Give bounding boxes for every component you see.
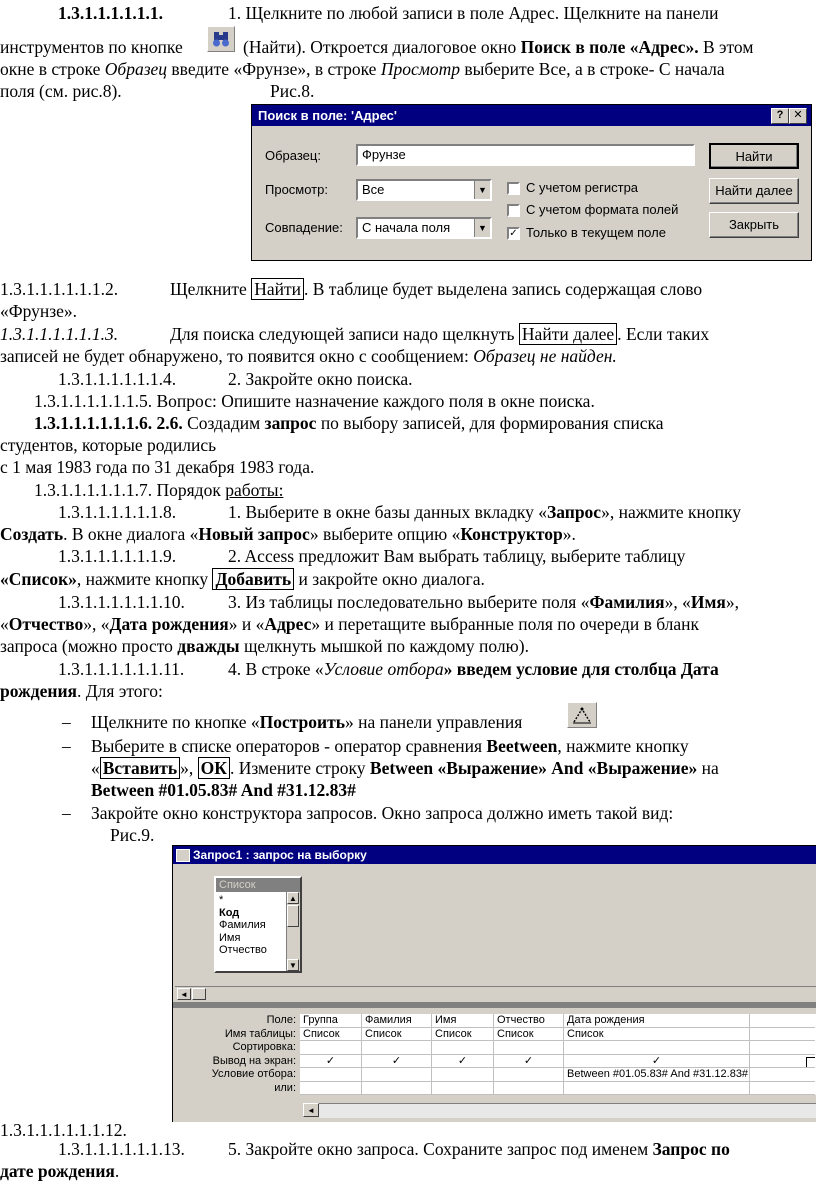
grid-row-label: Имя таблицы: [224,1027,296,1040]
case-checkbox[interactable] [507,182,520,195]
para-10-number: 1.3.1.1.1.1.1.1.10. [58,592,185,612]
query-grid [175,1010,816,1110]
field-list-item[interactable]: Имя [219,931,241,944]
table-pane [175,866,816,999]
para-11-text: 4. В строке «Условие отбора» введем условие для столбца Дата [228,659,719,679]
bullet-2-line3: Between #01.05.83# And #31.12.83# [91,780,356,800]
para-9-text: 2. Access предложит Вам выбрать таблицу, выберите таблицу [228,546,686,566]
grid-cell[interactable]: Between #01.05.83# And #31.12.83# [564,1068,750,1082]
grid-cell[interactable] [494,1082,564,1096]
sample-label: Образец: [265,148,321,163]
table-list-title: Список [216,878,300,892]
grid-cell[interactable] [750,1082,815,1096]
chevron-down-icon[interactable]: ▼ [474,219,490,237]
para-1-text: 1. Щелкните по любой записи в поле Адрес. Щелкните на панели [228,3,719,23]
grid-cell[interactable]: Дата рождения [564,1014,750,1028]
bullet-dash: – [62,736,71,756]
bullet-1: Щелкните по кнопке «Построить» на панели управления [91,712,523,732]
grid-cell[interactable]: Список [564,1028,750,1042]
grid-row-label: Условие отбора: [211,1068,296,1080]
grid-cell[interactable] [432,1041,494,1055]
grid-cell[interactable] [750,1028,815,1042]
upper-h-scrollbar[interactable] [175,986,816,1001]
match-label: Совпадение: [265,220,343,235]
para-10-line2: «Отчество», «Дата рождения» и «Адрес» и перетащите выбранные поля по очереди в бланк [0,614,700,634]
chevron-down-icon[interactable]: ▼ [474,181,490,199]
para-13-text: 5. Закройте окно запроса. Сохраните запрос под именем Запрос по [228,1139,730,1159]
para-4-text: 2. Закройте окно поиска. [228,369,413,389]
view-label: Просмотр: [265,182,328,197]
para-7: 1.3.1.1.1.1.1.1.7. Порядок работы: [34,480,284,500]
scroll-thumb[interactable] [192,988,206,1000]
grid-cell[interactable] [362,1068,432,1082]
scroll-thumb[interactable] [287,905,299,927]
para-10-line3: запроса (можно просто дважды щелкнуть мышкой по каждому полю). [0,636,529,656]
bullet-2-line2: « Вставить », ОК . Измените строку Between «Выражение» And «Выражение» на [91,758,719,778]
para-9-number: 1.3.1.1.1.1.1.1.9. [58,546,177,566]
scroll-down-icon[interactable]: ▼ [287,959,299,971]
para-2-text: Щелкните Найти . В таблице будет выделена запись содержащая слово [170,279,703,299]
bullet-3: Закройте окно конструктора запросов. Окно запроса должно иметь такой вид: [91,803,674,823]
grid-cell[interactable] [750,1068,815,1082]
para-1-line2: инструментов по кнопке [0,37,183,57]
match-select[interactable]: С начала поля ▼ [356,217,492,239]
para-3-number: 1.3.1.1.1.1.1.1.3. [0,324,119,344]
grid-cell[interactable]: Список [432,1028,494,1042]
bullet-dash: – [62,803,71,823]
find-dialog [251,104,812,261]
binoculars-icon [207,26,235,52]
para-8-text: 1. Выберите в окне базы данных вкладку «Запрос», нажмите кнопку [228,502,742,522]
current-field-checkbox-label: Только в текущем поле [526,225,666,240]
table-list-box[interactable] [214,876,302,973]
para-1-line4: поля (см. рис.8). [0,81,122,101]
para-3-text: Для поиска следующей записи надо щелкнуть Найти далее . Если таких [170,324,710,344]
para-6: 1.3.1.1.1.1.1.1.6. 2.6. Создадим запрос по выбору записей, для формирования списка [34,413,664,433]
para-1-line2b: (Найти). Откроется диалоговое окно Поиск в поле «Адрес». В этом [243,37,754,57]
grid-cell[interactable] [750,1014,815,1028]
scroll-left-icon[interactable]: ◄ [177,988,191,1000]
figure-8-caption: Рис.8. [270,81,315,101]
build-icon [567,702,597,728]
grid-cell[interactable] [564,1082,750,1096]
para-8-line2: Создать. В окне диалога «Новый запрос» выберите опцию «Конструктор». [0,524,576,544]
bullet-2: Выберите в списке операторов - оператор сравнения Beetween, нажмите кнопку [91,736,689,756]
case-checkbox-label: С учетом регистра [526,180,639,195]
field-list-item[interactable]: Фамилия [219,919,266,931]
grid-cell[interactable] [300,1041,362,1055]
grid-cell[interactable] [494,1041,564,1055]
para-13-line2: дате рождения. [0,1161,120,1181]
scroll-left-icon[interactable]: ◄ [303,1103,319,1117]
field-list [219,894,267,957]
grid-cell[interactable] [362,1041,432,1055]
grid-cell[interactable] [432,1068,494,1082]
grid-row-label: Вывод на экран: [212,1054,296,1067]
close-icon[interactable]: ✕ [789,108,807,124]
grid-cell[interactable] [432,1082,494,1096]
para-8-number: 1.3.1.1.1.1.1.1.8. [58,502,177,522]
para-12-number: 1.3.1.1.1.1.1.1.12. [0,1120,127,1140]
grid-cell[interactable]: Имя [432,1014,494,1028]
para-1-number: 1.3.1.1.1.1.1.1. [58,3,163,23]
show-checkbox[interactable] [806,1057,815,1068]
figure-9-caption: Рис.9. [110,825,155,845]
query-window [172,845,816,1122]
para-2-number: 1.3.1.1.1.1.1.1.2. [0,279,119,299]
grid-cell[interactable] [362,1082,432,1096]
para-2-line2: «Фрунзе». [0,301,78,321]
grid-cell[interactable]: ✓ [432,1055,494,1069]
close-button[interactable]: Закрыть [709,212,799,238]
para-4-number: 1.3.1.1.1.1.1.1.4. [58,369,177,389]
grid-cell[interactable]: ✓ [494,1055,564,1069]
grid-row-label: Сортировка: [232,1041,296,1053]
grid-cell[interactable]: Фамилия [362,1014,432,1028]
format-checkbox-label: С учетом формата полей [526,202,679,217]
grid-row-label: Поле: [266,1014,296,1026]
view-select[interactable]: Все ▼ [356,179,492,201]
field-list-item[interactable]: * [219,894,224,906]
find-dialog-titlebar: Поиск в поле: 'Адрес' [252,105,811,126]
grid-h-scrollbar[interactable] [319,1103,816,1118]
grid-cell[interactable]: ✓ [362,1055,432,1069]
grid-cell[interactable]: Список [300,1028,362,1042]
format-checkbox[interactable] [507,204,520,217]
para-11-number: 1.3.1.1.1.1.1.1.11. [58,659,185,679]
grid-cell[interactable]: Список [362,1028,432,1042]
grid-cell[interactable]: Группа [300,1014,362,1028]
para-1-line3: окне в строке Образец введите «Фрунзе», в строке Просмотр выберите Все, а в строке- С начала [0,59,725,79]
grid-cell[interactable] [750,1041,815,1055]
grid-cell[interactable]: ✓ [564,1055,750,1069]
field-list-item[interactable]: Код [219,906,240,919]
grid-cell[interactable] [494,1068,564,1082]
current-field-checkbox[interactable]: ✓ [507,227,520,240]
grid-cell[interactable] [300,1068,362,1082]
find-button[interactable]: Найти [709,143,799,169]
field-list-item[interactable]: Отчество [219,944,267,956]
help-button[interactable]: ? [771,108,789,124]
query-titlebar: Запрос1 : запрос на выборку [173,846,816,864]
para-6-line3: с 1 мая 1983 года по 31 декабря 1983 года. [0,457,315,477]
query-window-icon [176,849,190,862]
grid-cell[interactable]: ✓ [300,1055,362,1069]
para-5: 1.3.1.1.1.1.1.1.5. Вопрос: Опишите назначение каждого поля в окне поиска. [34,391,595,411]
sample-input[interactable]: Фрунзе [356,144,695,166]
para-10-text: 3. Из таблицы последовательно выберите поля «Фамилия», «Имя», [228,592,740,612]
bullet-dash: – [62,712,71,732]
pane-splitter[interactable] [173,1002,816,1008]
grid-cell[interactable] [300,1082,362,1096]
grid-cell[interactable]: Список [494,1028,564,1042]
scroll-up-icon[interactable]: ▲ [287,892,299,904]
para-11-line2: рождения. Для этого: [0,681,163,701]
para-3-line2: записей не будет обнаружено, то появится окно с сообщением: Образец не найден. [0,346,617,366]
para-6-line2: студентов, которые родились [0,435,217,455]
grid-cell[interactable] [564,1041,750,1055]
field-list-scrollbar[interactable] [286,892,300,971]
para-13-number: 1.3.1.1.1.1.1.1.13. [58,1139,185,1159]
grid-cell[interactable] [750,1055,815,1069]
find-next-button[interactable]: Найти далее [709,178,799,204]
para-9-line2: «Список», нажмите кнопку Добавить и закройте окно диалога. [0,569,485,589]
grid-row-label: или: [274,1081,296,1094]
grid-cell[interactable]: Отчество [494,1014,564,1028]
